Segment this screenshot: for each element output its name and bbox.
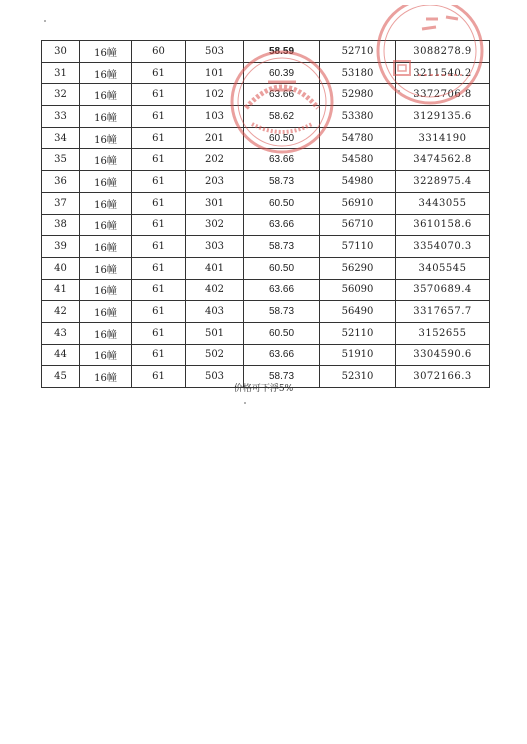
unit-price-cell: 52710 [320, 41, 396, 63]
room-cell: 201 [186, 127, 244, 149]
total-price-cell: 3314190 [396, 127, 490, 149]
table-row [42, 301, 490, 323]
area-cell: 60.50 [244, 322, 320, 344]
building-cell: 16幢 [80, 84, 132, 106]
unit-price-cell: 52110 [320, 322, 396, 344]
building-cell: 16幢 [80, 279, 132, 301]
room-cell: 401 [186, 257, 244, 279]
floor-cell: 61 [132, 62, 186, 84]
total-price-cell: 3443055 [396, 192, 490, 214]
row-number-cell: 34 [42, 127, 80, 149]
building-cell: 16幢 [80, 41, 132, 63]
room-cell: 501 [186, 322, 244, 344]
room-cell: 302 [186, 214, 244, 236]
table-row [42, 171, 490, 193]
floor-cell: 61 [132, 214, 186, 236]
room-cell: 102 [186, 84, 244, 106]
building-cell: 16幢 [80, 344, 132, 366]
table-row [42, 279, 490, 301]
row-number-cell: 40 [42, 257, 80, 279]
room-cell: 301 [186, 192, 244, 214]
building-cell: 16幢 [80, 257, 132, 279]
room-cell: 403 [186, 301, 244, 323]
row-number-cell: 41 [42, 279, 80, 301]
room-cell: 101 [186, 62, 244, 84]
total-price-cell: 3152655 [396, 322, 490, 344]
area-cell: 60.50 [244, 257, 320, 279]
table-row [42, 214, 490, 236]
area-cell: 63.66 [244, 214, 320, 236]
area-cell: 60.50 [244, 192, 320, 214]
unit-price-cell: 53380 [320, 106, 396, 128]
area-cell: 63.66 [244, 279, 320, 301]
building-cell: 16幢 [80, 322, 132, 344]
table-body [42, 41, 490, 388]
building-cell: 16幢 [80, 171, 132, 193]
area-cell: 63.66 [244, 149, 320, 171]
room-cell: 303 [186, 236, 244, 258]
unit-price-cell: 56290 [320, 257, 396, 279]
table-row [42, 344, 490, 366]
table-row [42, 84, 490, 106]
area-cell: 58.73 [244, 171, 320, 193]
unit-price-cell: 54980 [320, 171, 396, 193]
unit-price-cell: 56910 [320, 192, 396, 214]
room-cell: 103 [186, 106, 244, 128]
table-row [42, 41, 490, 63]
floor-cell: 61 [132, 301, 186, 323]
total-price-cell: 3072166.3 [396, 366, 490, 388]
building-cell: 16幢 [80, 214, 132, 236]
unit-price-cell: 57110 [320, 236, 396, 258]
total-price-cell: 3228975.4 [396, 171, 490, 193]
row-number-cell: 33 [42, 106, 80, 128]
room-cell: 203 [186, 171, 244, 193]
floor-cell: 61 [132, 236, 186, 258]
area-cell: 58.73 [244, 366, 320, 388]
row-number-cell: 35 [42, 149, 80, 171]
scan-speck [398, 90, 400, 92]
floor-cell: 61 [132, 106, 186, 128]
unit-price-cell: 54580 [320, 149, 396, 171]
building-cell: 16幢 [80, 127, 132, 149]
building-cell: 16幢 [80, 366, 132, 388]
row-number-cell: 32 [42, 84, 80, 106]
row-number-cell: 43 [42, 322, 80, 344]
row-number-cell: 37 [42, 192, 80, 214]
unit-price-cell: 56090 [320, 279, 396, 301]
unit-price-cell: 52980 [320, 84, 396, 106]
unit-price-cell: 54780 [320, 127, 396, 149]
row-number-cell: 42 [42, 301, 80, 323]
floor-cell: 61 [132, 127, 186, 149]
floor-cell: 61 [132, 257, 186, 279]
total-price-cell: 3570689.4 [396, 279, 490, 301]
unit-price-cell: 56710 [320, 214, 396, 236]
table-row [42, 257, 490, 279]
building-cell: 16幢 [80, 106, 132, 128]
total-price-cell: 3354070.3 [396, 236, 490, 258]
room-cell: 503 [186, 41, 244, 63]
total-price-cell: 3610158.6 [396, 214, 490, 236]
building-cell: 16幢 [80, 149, 132, 171]
table-row [42, 322, 490, 344]
floor-cell: 61 [132, 171, 186, 193]
area-cell: 58.73 [244, 236, 320, 258]
table-row [42, 127, 490, 149]
total-price-cell: 3317657.7 [396, 301, 490, 323]
row-number-cell: 44 [42, 344, 80, 366]
unit-price-cell: 51910 [320, 344, 396, 366]
table-row [42, 192, 490, 214]
area-cell: 63.66 [244, 84, 320, 106]
table-row [42, 149, 490, 171]
row-number-cell: 36 [42, 171, 80, 193]
area-cell: 58.73 [244, 301, 320, 323]
price-note: 价格可下浮5% [233, 384, 294, 394]
area-cell: 60.39 [244, 62, 320, 84]
room-cell: 502 [186, 344, 244, 366]
price-table [41, 40, 490, 388]
unit-price-cell: 52310 [320, 366, 396, 388]
total-price-cell: 3304590.6 [396, 344, 490, 366]
floor-cell: 61 [132, 192, 186, 214]
total-price-cell: 3211540.2 [396, 62, 490, 84]
floor-cell: 61 [132, 84, 186, 106]
total-price-cell: 3129135.6 [396, 106, 490, 128]
building-cell: 16幢 [80, 62, 132, 84]
area-cell: 58.62 [244, 106, 320, 128]
scan-speck [44, 20, 46, 22]
area-cell: 60.50 [244, 127, 320, 149]
total-price-cell: 3088278.9 [396, 41, 490, 63]
row-number-cell: 31 [42, 62, 80, 84]
floor-cell: 61 [132, 279, 186, 301]
room-cell: 503 [186, 366, 244, 388]
floor-cell: 61 [132, 366, 186, 388]
building-cell: 16幢 [80, 236, 132, 258]
room-cell: 202 [186, 149, 244, 171]
table-row [42, 62, 490, 84]
room-cell: 402 [186, 279, 244, 301]
floor-cell: 61 [132, 322, 186, 344]
row-number-cell: 39 [42, 236, 80, 258]
area-cell: 63.66 [244, 344, 320, 366]
total-price-cell: 3474562.8 [396, 149, 490, 171]
unit-price-cell: 53180 [320, 62, 396, 84]
floor-cell: 61 [132, 344, 186, 366]
row-number-cell: 38 [42, 214, 80, 236]
row-number-cell: 45 [42, 366, 80, 388]
floor-cell: 61 [132, 149, 186, 171]
building-cell: 16幢 [80, 192, 132, 214]
row-number-cell: 30 [42, 41, 80, 63]
table-row [42, 236, 490, 258]
table-row [42, 106, 490, 128]
scan-speck [244, 402, 246, 404]
total-price-cell: 3405545 [396, 257, 490, 279]
building-cell: 16幢 [80, 301, 132, 323]
area-cell: 58.59 [244, 41, 320, 63]
total-price-cell: 3372706.8 [396, 84, 490, 106]
floor-cell: 60 [132, 41, 186, 63]
unit-price-cell: 56490 [320, 301, 396, 323]
